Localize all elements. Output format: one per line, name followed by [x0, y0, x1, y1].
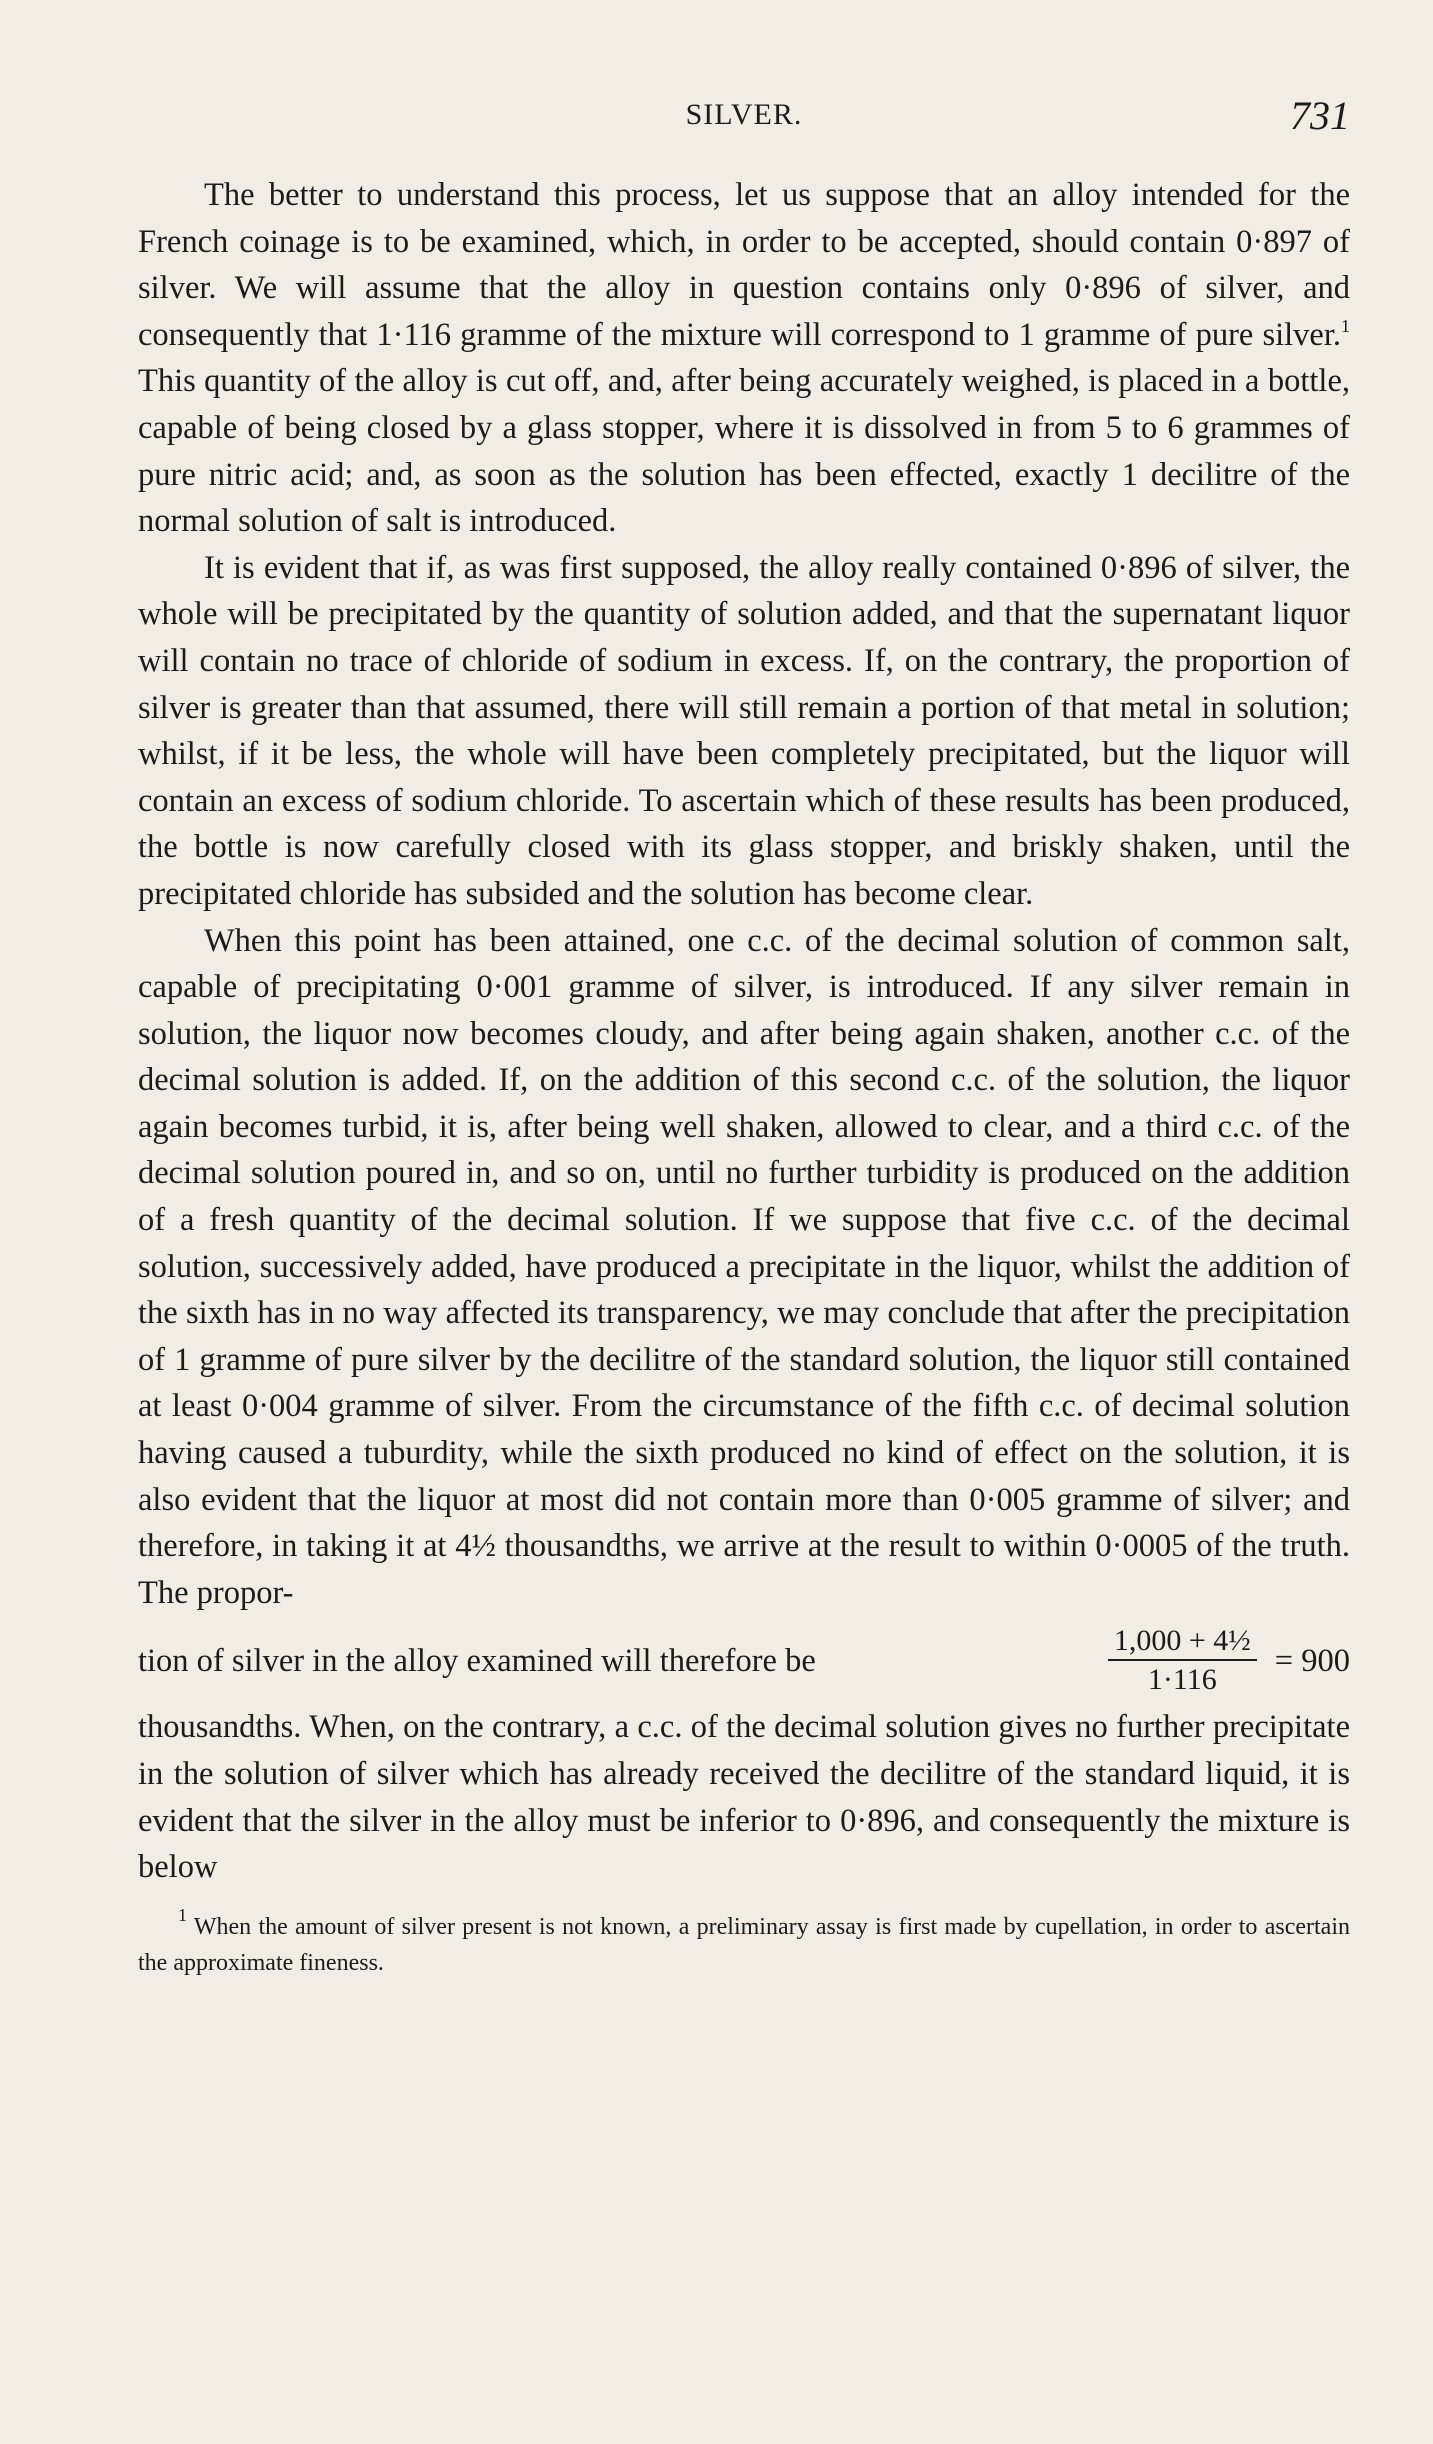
page-header — [138, 92, 1350, 152]
formula-fraction — [1108, 1623, 1257, 1699]
paragraph-text-continued: This quantity of the alloy is cut off, and, after being accurately weighed, is placed in a bottle, capable of being closed by a glass stopper, where it is dissolved in from 5 to 6 grammes of pure nitric acid; and, as soon as the solution has been effected, exactly 1 decilitre of the normal solution of salt is introduced. — [138, 363, 1350, 540]
paragraph: When this point has been attained, one c.c. of the decimal solution of common salt, capable of precipitating 0·001 gramme of silver, is introduced. If any silver remain in solution, the liquor now becomes cloudy, and after being again shaken, another c.c. of the decimal solution is added. If, on the addition of this second c.c. of the solution, the liquor again becomes turbid, it is, after being well shaken, allowed to clear, and a third c.c. of the decimal solution poured in, and so on, until no further turbidity is produced on the addition of a fresh quantity of the decimal solution. If we suppose that five c.c. of the decimal solution, successively added, have produced a precipitate in the liquor, whilst the addition of the sixth has in no way affected its transparency, we may conclude that after the precipitation of 1 gramme of pure silver by the decilitre of the standard solution, the liquor still contained at least 0·004 gramme of silver. From the circumstance of the fifth c.c. of decimal solution having caused a tuburdity, while the sixth produced no kind of effect on the solution, it is also evident that the liquor at most did not contain more than 0·005 gramme of silver; and therefore, in taking it at 4½ thousandths, we arrive at the result to within 0·0005 of the truth. The propor- — [138, 922, 1350, 1611]
page-number: 731 — [1290, 93, 1350, 138]
footnotes — [138, 1904, 1350, 1981]
paragraph-closing: thousandths. When, on the contrary, a c.c. of the decimal solution gives no further precipitate in the solution of silver which has already received the decilitre of the standard liquid, it is evident that the silver in the alloy must be inferior to 0·896, and consequently the mixture is below — [138, 1709, 1350, 1886]
running-head: SILVER. — [685, 98, 803, 131]
footnote-text: When the amount of silver present is not known, a preliminary assay is first made by cupellation, in order to ascertain the approximate fineness. — [138, 1913, 1350, 1976]
formula-result: = 900 — [1274, 1643, 1350, 1680]
paragraph — [138, 172, 1350, 545]
paragraph-text: The better to understand this process, let us suppose that an alloy intended for the French coinage is to be examined, which, in order to be accepted, should contain 0·897 of silver. We will assume that the alloy in question contains only 0·896 of silver, and consequently that 1·116 gramme of the mixture will correspond to 1 gramme of pure silver. — [138, 177, 1350, 353]
paragraph: It is evident that if, as was first supposed, the alloy really contained 0·896 of silver, the whole will be precipitated by the quantity of solution added, and that the supernatant liquor will contain no trace of chloride of sodium in excess. If, on the contrary, the proportion of silver is greater than that assumed, there will still remain a portion of that metal in solution; whilst, if it be less, the whole will have been completely precipitated, but the liquor will contain an excess of sodium chloride. To ascertain which of these results has been produced, the bottle is now carefully closed with its glass stopper, and briskly shaken, until the precipitated chloride has subsided and the solution has become clear. — [138, 549, 1350, 912]
formula-lead-text: tion of silver in the alloy examined will therefore be — [138, 1643, 816, 1680]
footnote-reference: 1 — [1341, 315, 1350, 336]
fraction-denominator: 1·116 — [1147, 1663, 1217, 1697]
page — [138, 92, 1350, 1981]
body-text — [138, 172, 1350, 1891]
formula-line — [138, 1618, 1350, 1704]
fraction-numerator: 1,000 + 4½ — [1108, 1623, 1257, 1661]
footnote-marker: 1 — [178, 1904, 187, 1925]
footnote — [138, 1904, 1350, 1981]
